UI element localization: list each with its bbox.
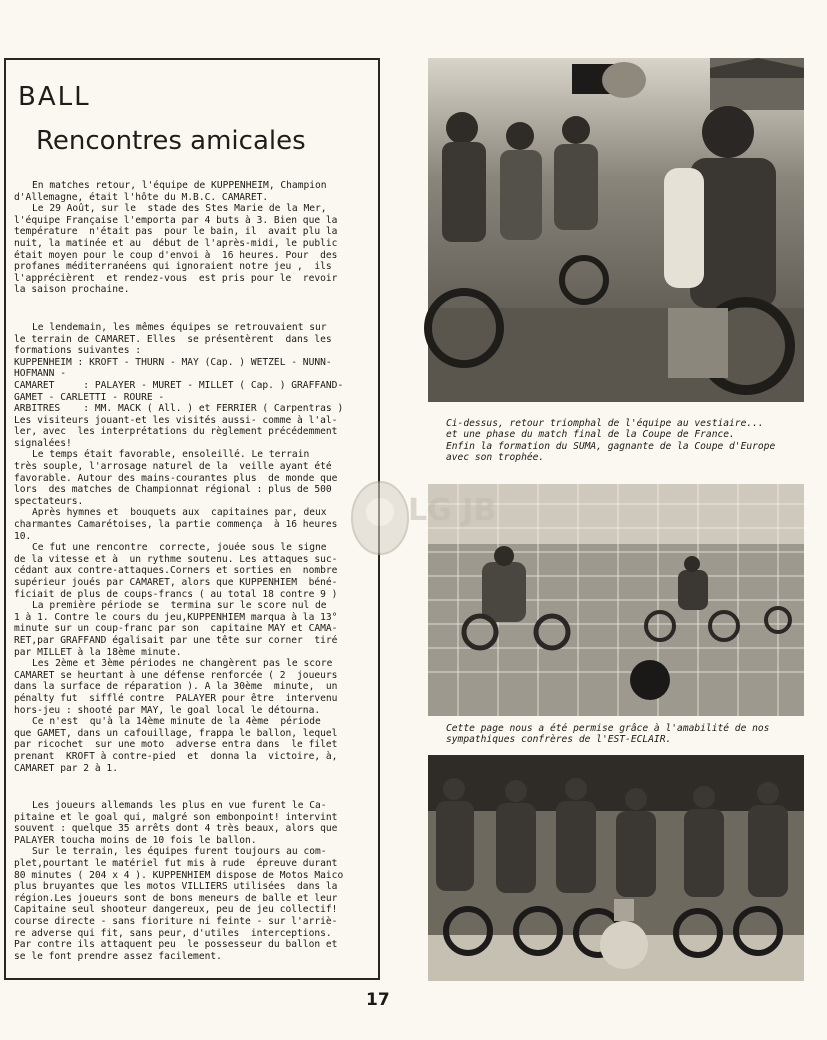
watermark-text: LG JB [408,493,497,528]
paragraph-players: Les joueurs allemands les plus en vue furent le Ca- pitaine et le goal qui, malgré son embonpoint! intervint souvent : quelque 35 arrêts dont 4 très beaux, alors que PALAYER toucha moins de 10 fois le ballon. [14,800,338,846]
paragraph-kickoff: Après hymnes et bouquets aux capitaines par, deux charmantes Camarétoises, la partie commença à 16 heures 10. [14,507,338,542]
article-body [14,180,370,962]
photo-triumphal-return [428,58,804,402]
paragraph-weather: Le temps était favorable, ensoleillé. Le terrain très souple, l'arrosage naturel de la veille ayant été favorable. Autour des mains-courantes plus de monde que lors des matches de Championnat régional : plus de 500 spectateurs. [14,449,338,507]
paragraph-second-match: Le lendemain, les mêmes équipes se retrouvaient sur le terrain de CAMARET. Elles se présentèrent dans les formations suivantes : [14,321,332,357]
caption-acknowledgement: Cette page nous a été permise grâce à l'amabilité de nos sympathiques confrères de l'EST-ECLAIR. [446,723,770,746]
paragraph-field: Sur le terrain, les équipes furent toujours au com- plet,pourtant le matériel fut mis à rude épreuve durant 80 minutes ( 204 x 4 ). KUPPENHIEM dispose de Motos Maico plus bruyantes que les motos VILLIERS utilisées dans la région.Les joueurs sont de bons meneurs de balle et leur Capitaine seul shooteur dangereux, peu de jeu collectif! course directe - sans fioriture ni feinte - sur l'arriè- re adverse qui fit, sans peur, d'utiles interceptions. Par contre ils attaquent peu le possesseur du ballon et se le font prendre assez facilement. [14,846,344,962]
page-number: 17 [366,990,390,1010]
collector-watermark [346,472,497,564]
article-title: Rencontres amicales [36,126,306,156]
paragraph-winning-goal: Ce n'est qu'à la 14ème minute de la 4ème période que GAMET, dans un cafouillage, frappa le ballon, lequel par ricochet sur une moto adverse entra dans le filet prenant KROFT à contre-pied et donna la victoire, à, CAMARET par 2 à 1. [14,716,338,774]
caption-photos: Ci-dessus, retour triomphal de l'équipe au vestiaire... et une phase du match final de la Coupe de France. Enfin la formation du SUMA, gagnante de la Coupe d'Europe avec son trophée. [446,418,776,464]
paragraph-lineups: KUPPENHEIM : KROFT - THURN - MAY (Cap. ) WETZEL - NUNN- HOFMANN - CAMARET : PALAYER - MURET - MILLET ( Cap. ) GRAFFAND- GAMET - CARLETTI - ROURE - ARBITRES : MM. MACK ( All. ) et FERRIER ( Carpentras ) Les visiteurs jouant-et les visités aussi- comme à l'al- ler, avec les interprétations du règlement précédemment signalées! [14,356,344,449]
photo-suma-team [428,755,804,981]
section-kicker: BALL [18,82,91,112]
paragraph-game: Ce fut une rencontre correcte, jouée sous le signe de la vitesse et à un rythme soutenu. Les attaques suc- cédant aux contre-attaques.Corners et sorties en nombre supérieur joués par CAMARET, alors que KUPPENHIEM béné- ficiait de plus de coups-francs ( au total 18 contre 9 ) [14,542,338,600]
paragraph-first-period: La première période se termina sur le score nul de 1 à 1. Contre le cours du jeu,KUPPENHIEM marqua à la 13° minute sur un coup-franc par son capitaine MAY et CAMA- RET,par GRAFFAND égalisait par une tête sur corner tiré par MILLET à la 18ème minute. [14,600,338,658]
paragraph-periods: Les 2ème et 3ème périodes ne changèrent pas le score CAMARET se heurtant à une défense renforcée ( 2 joueurs dans la surface de réparation ). A la 30ème minute, un pénalty fut sifflé contre PALAYER pour être intervenu hors-jeu : shooté par MAY, le goal local le détourna. [14,658,338,716]
paragraph-intro: En matches retour, l'équipe de KUPPENHEIM, Champion d'Allemagne, était l'hôte du M.B.C. CAMARET. [14,180,327,203]
paragraph-first-match: Le 29 Août, sur le stade des Stes Marie de la Mer, l'équipe Française l'emporta par 4 buts à 3. Bien que la température n'était pas pour le bain, il avait plu la nuit, la matinée et au début de l'après-midi, le public était moyen pour le coup d'envoi à 16 heures. Pour des profanes méditerranéens qui ignoraient notre jeu , ils l'apprécièrent et rendez-vous est pris pour le revoir la saison prochaine. [14,203,338,296]
